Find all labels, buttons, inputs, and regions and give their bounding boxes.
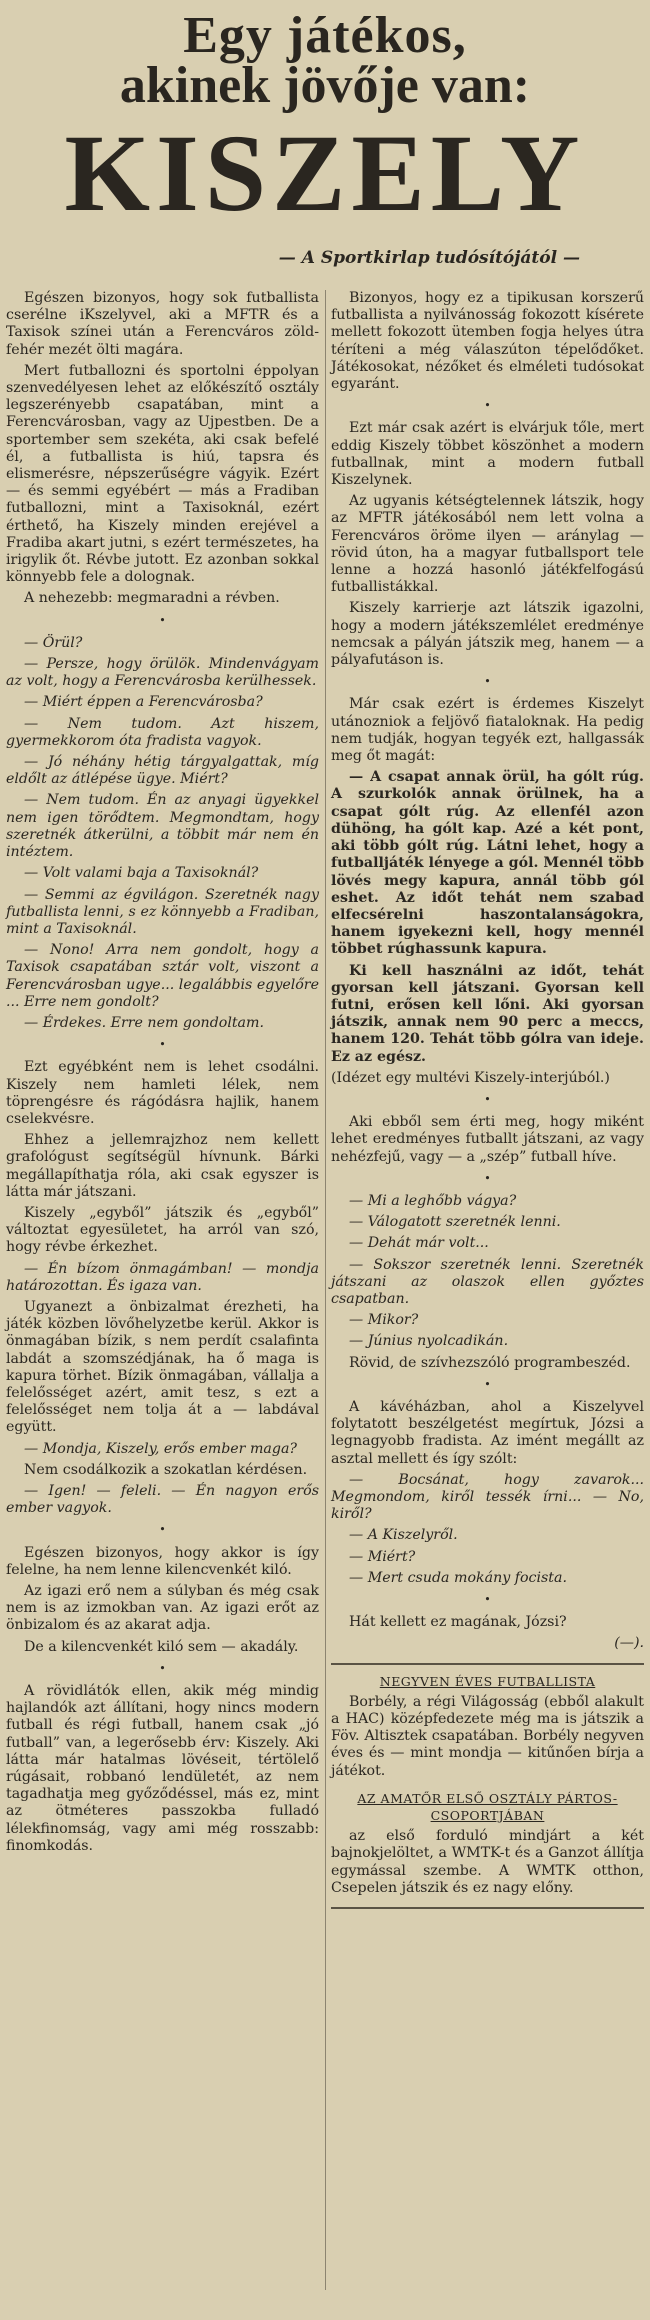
dialogue-line: — Mondja, Kiszely, erős ember maga? [24,1440,298,1457]
dialogue-line: — Nono! Arra nem gondolt, hogy a Taxisok csapatában sztár volt, viszont a Ferencvárosban ugye... legalábbis egyelőre ... Erre nem gondolt? [6,942,319,1010]
dialogue-line: — Sokszor szeretnék lenni. Szeretnék játszani az olaszok ellen győztes csapatban. [331,1256,644,1307]
dialogue-line: — Nem tudom. Én az anyagi ügyekkel nem igen törődtem. Megmondtam, hogy szeretnék átkerülni, a többit már nem én intéztem. [6,792,319,861]
section-separator: • [159,613,166,627]
paragraph: Nem csodálkozik a szokatlan kérdésen. [24,1461,308,1478]
dialogue-line: — Válogatott szeretnék lenni. [349,1214,561,1231]
section-separator: • [484,1171,491,1185]
dialogue-line: — Semmi az égvilágon. Szeretnék nagy futballista lenni, s ez könnyebb a Fradiban, mint a Taxisoknál. [6,886,319,937]
paragraph: Ehhez a jellemrajzhoz nem kellett grafológust segítségül hívnunk. Bárki megállapíthatja róla, aki csak egyszer is látta már játszani. [6,1132,319,1200]
paragraph: Ezt már csak azért is elvárjuk tőle, mert eddig Kiszely többet köszönhet a modern futballnak, mint a modern futball Kiszelynek. [331,420,644,489]
paragraph: Bizonyos, hogy ez a tipikusan korszerű futballista a nyilvánosság fokozott kísérete mellett fokozott ütemben fogja helyes útra téríteni a még válaszúton tépelődőket. Játékosokat, nézőket és elméleti tudósokat egyaránt. [331,290,644,393]
dialogue-line: — Persze, hogy örülök. Mindenvágyam az volt, hogy a Ferencvárosba kerülhessek. [6,656,319,690]
paragraph: De a kilencvenkét kiló sem — akadály. [24,1638,299,1655]
dialogue-line: — Miért éppen a Ferencvárosba? [24,694,263,711]
paragraph: A rövidlátók ellen, akik még mindig hajlandók azt állítani, hogy nincs modern futball és régi futball, hanem csak „jó futball” van, a legerősebb érv: Kiszely. Aki látta már hatalmas lövéseit, tértölelő rúgásait, robbanó lendületét, az nem tagadhatja meg győződéssel, más ez, mint az ötméteres passzokba fulladó lélekfinomság, vagy ami még rosszabb: finomkodás. [6,1683,319,1854]
paragraph: Mert futballozni és sportolni éppolyan szenvedélyesen lehet az előkészítő osztály legszerényebb csapatában, mint a Ferencvárosban, vagy az Ujpestben. De a sportember sem szekéta, aki csak befelé él, a futballista is hiú, tapsra és elismerésre, népszerűségre vágyik. Ezért — és semmi egyébért — más a Fradiban futballozni, mint a Taxisoknál, ezért érthető, ha Kiszely minden erejével a Fradiba akart jutni, s ezért természetes, ha irigylik őt. Révbe jutott. Ez azonban sokkal könnyebb fele a dolognak. [6,362,319,586]
paragraph: Ugyanezt a önbizalmat érezheti, ha játék közben lövőhelyzetbe kerül. Akkor is önmagában bízik, s nem perdít csalafinta labdát a szomszédjának, ha ő maga is kapura törhet. Bízik önmagában, vállalja a felelősséget azért, amit tesz, s ezt a felelősséget nem tolja át a — labdával együtt. [6,1298,319,1436]
headline [0,7,650,234]
dialogue-line: — Mi a leghőbb vágya? [349,1192,517,1209]
right-column [331,290,644,1909]
dialogue-line: — Igen! — feleli. — Én nagyon erős ember vagyok. [6,1483,319,1517]
paragraph: Hát kellett ez magának, Józsi? [349,1614,567,1631]
dialogue-line: — Mikor? [349,1312,419,1329]
section-separator: • [484,1593,491,1607]
dialogue-line: — Mert csuda mokány focista. [349,1569,567,1586]
paragraph: Rövid, de szívhezszóló programbeszéd. [349,1354,631,1371]
paragraph: Ezt egyébként nem is lehet csodálni. Kiszely nem hamleti lélek, nem töprengésre és rágódásra hajlik, hanem cselekvésre. [6,1059,319,1127]
section-separator: • [484,399,491,413]
dialogue-line: — Dehát már volt... [349,1235,489,1252]
dialogue-line: — Volt valami baja a Taxisoknál? [24,865,259,882]
section-separator: • [484,1092,491,1106]
author-signature: (—). [614,1635,644,1652]
dialogue-line: — Én bízom önmagámban! — mondja határozottan. És igaza van. [6,1260,319,1294]
brief-title-2: AZ AMATŐR ELSŐ OSZTÁLY PÁRTOS-CSOPORTJÁBAN [357,1790,618,1824]
dialogue-line: — Örül? [24,634,83,651]
news-brief-box [331,1663,644,1909]
dialogue-line: — A Kiszelyről. [349,1527,458,1544]
paragraph: (Idézet egy multévi Kiszely-interjúból.) [331,1069,610,1086]
dialogue-line: — Miért? [349,1548,416,1565]
paragraph: — A csapat annak örül, ha gólt rúg. A szurkolók annak örülnek, ha a csapat gólt rúg. Az ellenfél azon dühöng, ha gólt kap. Azé a két pont, aki több gólt rúg. Látni lehet, hogy a futballjáték lényege a gól. Mennél több lövés megy kapura, annál több gól eshet. Az időt tehát nem szabad elfecsérelni haszontalanságokra, hanem igyekezni kell, hogy mennél többet rúghassunk kapura. [331,769,644,958]
left-column [6,290,319,1909]
brief-text-2: az első forduló mindjárt a két bajnokjelöltet, a WMTK-t és a Ganzot állítja egymással szembe. A WMTK otthon, Csepelen játszik és ez nagy előny. [331,1828,644,1896]
brief-text-1: Borbély, a régi Világosság (ebből alakult a HAC) középfedezete még ma is játszik a Föv. Altisztek csapatában. Borbély negyven éves és — mint mondja — kitűnően bírja a játékot. [331,1693,644,1779]
dialogue-line: — Nem tudom. Azt hiszem, gyermekkorom óta fradista vagyok. [6,715,319,749]
section-separator: • [484,1377,491,1391]
paragraph: Már csak ezért is érdemes Kiszelyt utánozniok a feljövő fiataloknak. Ha pedig nem tudják, hogyan tegyék ezt, hallgassák meg őt magát: [331,696,644,765]
paragraph: A nehezebb: megmaradni a révben. [24,590,280,607]
paragraph: Az igazi erő nem a súlyban és még csak nem is az izmokban van. Az igazi erőt az önbizalom és az akarat adja. [6,1583,319,1634]
section-separator: • [159,1523,166,1537]
section-separator: • [159,1038,166,1052]
paragraph: Kiszely „egyből” játszik és „egyből” változtat egyesületet, ha arról van szó, hogy révbe érkezhet. [6,1204,319,1256]
dialogue-line: — Bocsánat, hogy zavarok... Megmondom, kiről tessék írni... — No, kiről? [331,1471,644,1523]
headline-line-1: Egy játékos, [183,7,467,64]
paragraph: A kávéházban, ahol a Kiszelyvel folytatott beszélgetést megírtuk, Józsi a legnagyobb fradista. Az imént megállt az asztal mellett és így szólt: [331,1398,644,1467]
paragraph: Kiszely karrierje azt látszik igazolni, hogy a modern játékszemlélet eredménye nemcsak a pályán játszik meg, hanem — a pályafutáson is. [331,600,644,669]
dialogue-line: — Jó néhány hétig tárgyalgattak, míg eldőlt az átlépése ügye. Miért? [6,754,319,788]
dialogue-line: — Június nyolcadikán. [349,1333,509,1350]
headline-name: KISZELY [64,112,586,234]
article-body [6,290,644,1909]
paragraph: Aki ebből sem érti meg, hogy miként lehet eredményes futballt játszani, az vagy nehézfejű, vagy — a „szép” futball híve. [331,1114,644,1165]
brief-title-1: NEGYVEN ÉVES FUTBALLISTA [379,1673,596,1689]
paragraph: Egészen bizonyos, hogy akkor is így felelne, ha nem lenne kilencvenkét kiló. [6,1544,319,1578]
dialogue-line: — Érdekes. Erre nem gondoltam. [24,1014,264,1031]
section-separator: • [159,1661,166,1675]
paragraph: Egészen bizonyos, hogy sok futballista cserélne iKszelyvel, aki a MFTR és a Taxisok színei után a Ferencváros zöld-fehér mezét ölti magára. [6,290,319,358]
paragraph: Az ugyanis kétségtelennek látszik, hogy az MFTR játékosából nem lett volna a Ferencváros öröme ilyen — aránylag — rövid úton, ha a magyar futballsport tele lenne a hozzá hasonló játékfelfogású futballistákkal. [331,493,644,596]
section-separator: • [484,675,491,689]
paragraph: Ki kell használni az időt, tehát gyorsan kell játszani. Gyorsan kell futni, erősen kell lőni. Aki gyorsan játszik, annak nem 90 perc a meccs, hanem 120. Tehát több gólra van ideje. Ez az egész. [331,962,644,1065]
byline: — A Sportkirlap tudósítójától — [278,248,580,268]
headline-line-2: akinek jövője van: [119,57,531,114]
